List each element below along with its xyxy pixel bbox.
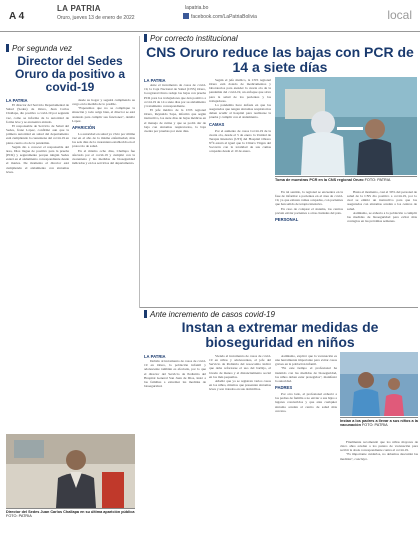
right-headline: CNS Oruro reduce las bajas con PCR de 14 a siete días: [146, 44, 414, 75]
paragraph: El jefe médico de la CNS regional Oruro, Reynaldo Sapa, informó que según instructivo, los siete días de bajas médicas en el manejo de rutina y que se podrá dar de baja con síntomas respiratorios, la baja cuenta por pruebas por siete días.: [144, 108, 206, 133]
masthead: [0, 0, 420, 32]
paragraph: "En este tiempo el profesional ha insistido con las medidas de bioseguridad, los niños deben estar protegidos", manifestó la autoridad.: [275, 366, 337, 383]
paragraph: La pandemia hace énfasis en que los asegurados que tengan síntomas respiratorios deben acudir al hospital para realizarse la prueba y cumplir con el aislamiento.: [209, 102, 271, 120]
left-photo: [6, 434, 135, 508]
paragraph: Finalmente recomendó que los niños mayores de cinco años acudan a los puntos de vacunación para recibir la dosis correspondiente contra el covid-19.: [340, 440, 418, 453]
bottom-body-col-4: [340, 440, 418, 530]
paragraph: Asimismo, se exhorta a la población a cumplir las medidas de bioseguridad para evitar más contagios en las próximas semanas.: [347, 210, 417, 224]
bottom-kicker: Ante incremento de casos covid-19: [144, 310, 275, 319]
section-divider: [140, 307, 418, 308]
right-photo: [275, 77, 417, 175]
paragraph: "Es importante cuidarlos, no debemos descuidar las medidas", concluyó.: [340, 452, 418, 461]
bottom-body-col-1: [144, 354, 206, 530]
paragraph: Por el aumento de casos Covid-19 de la cuarta ola, desde el 5 de enero la Unidad de Terapia Intensiva (UTI) del Hospital Obrero N°4 estará al igual que la Clínica Virgen del Socavón con la totalidad de sus camas ocupadas desde el 10 de enero.: [209, 128, 271, 154]
padres-subhead: PADRES: [275, 385, 293, 391]
right-body-col-3: [275, 190, 343, 304]
personal-subhead: PERSONAL: [275, 216, 299, 222]
paragraph: desde su hogar y seguirá cumpliendo su cargo en la medida de lo posible.: [72, 98, 135, 107]
right-source: LA PATRIA: [144, 78, 166, 83]
column-divider: [139, 36, 140, 308]
caption-rule: [6, 508, 135, 509]
paragraph: En caso de colapsar el sistema, los centros prevén enviar pacientes a otras ciudades del país.: [275, 206, 343, 215]
paragraph: Asimismo, explicó que la vacunación es una herramienta importante para evitar casos graves en la población infantil.: [275, 354, 337, 367]
paragraph: Viendo el incremento de casos de covid-19 en niños y adolescentes, el jefe del Servicio de Pediatría del nosocomio indicó que debe reforzarse el uso del barbijo, el lavado de manos y el distanciamiento social en los más pequeños.: [209, 354, 271, 379]
left-body-col-2: [72, 98, 135, 428]
bottom-source: LA PATRIA: [144, 354, 166, 359]
paragraph: Según dio a conocer el responsable del área, Dios llegue de positivo para la prueba (PCR) y seguramente porque ningún Sedes estará en el aislamiento correspondiente desde el martes. De momento el director está cumpliendo el aislamiento con síntomas leves.: [6, 144, 69, 174]
right-photo-caption: Toma de muestras PCR en la CNS regional Oruro FOTO: PATRIA: [275, 178, 391, 182]
paragraph: "Esperemos que no se complique la situación y todo salga bien, el director se está aislando para cumplir sus funciones", detalló López.: [72, 106, 135, 123]
section-label: local: [387, 8, 412, 22]
left-photo-caption: Director del Sedes Juan Carlos Challapa en su última aparición pública FOTO: PATRIA: [6, 510, 135, 519]
bottom-photo-caption: Instan a los padres a llevar a sus niños a la vacunación FOTO: PATRIA: [340, 419, 418, 428]
left-subhead: APARICIÓN: [72, 124, 96, 130]
caption-rule: [340, 417, 418, 418]
right-body-col-1: [144, 78, 206, 304]
page-number: A 4: [9, 11, 25, 22]
left-kicker: Por segunda vez: [6, 44, 72, 53]
bottom-body-col-2: [209, 354, 271, 530]
paragraph: El director del Servicio Departamental de Salud (Sedes) de Oruro, Juan Carlos Challapa, dio positivo a covid-19 por segunda vez, como se informa de la autoridad de forma leve y se encuentra aislado.: [6, 103, 69, 124]
paragraph: Ante el incremento de casos de covid-19, la Caja Nacional de Salud (CNS) Oruro, la regional Oruro redujo las bajas con prueba PCR para los trabajadores que den positivo a covid-19 de 14 a siete días por su aislamiento y tratamiento correspondiente.: [144, 83, 206, 108]
right-body-col-2: [209, 78, 271, 304]
kicker-bar: [144, 310, 147, 318]
paragraph: Añadió que ya se registran varios casos en los niños, mismos que presentan síntomas leves y son tratados en sus domicilios.: [209, 378, 271, 392]
facebook-icon: [183, 13, 189, 19]
left-body-col-1: [6, 98, 69, 428]
left-source: LA PATRIA: [6, 98, 28, 103]
facebook-text: facebook.com/LaPatriaBolivia: [191, 14, 257, 20]
caption-rule: [275, 176, 417, 177]
paragraph: Por otro lado, el profesional exhortó a los padres de familia a no enviar a sus hijos a lugares concurridos y que ante cualquier síntoma acudan al centro de salud más cercano.: [275, 392, 337, 413]
paragraph: El responsable de Servicio de Salud del Sedes, franz López, confirmó aun que la primera autoridad en salud del departamento está cumpliendo la cuarentena del covid-19 en plena cuarto ola de la pandemia.: [6, 123, 69, 145]
paper-name: LA PATRIA: [57, 4, 101, 13]
paragraph: Según el jefe médico, la CNS regional Oruro está dotado de medicamentos y laboratorios para atender la cuarta ola de la pandemia del covid-19, un enfoque que sirve para la salud de los pacientes y los trabajadores.: [209, 78, 271, 103]
paragraph: Hasta el momento, casi el 30% del personal de salud de la CNS dio positivo a covid-19, por lo cual se emitió un instructivo para que los asegurados con síntomas acudan a los centros de salud.: [347, 190, 417, 211]
kicker-bar: [6, 44, 9, 52]
facebook-link[interactable]: [183, 13, 257, 20]
vaccination-photo-illustration: [340, 352, 418, 416]
paragraph: Debido al incremento de casos de covid-19 en Oruro, la población infantil y adolescente también es afectada, por lo que el director del Servicio de Pediatría del Hospital General San Juan de Dios, instó a las familias a extremar las medidas de bioseguridad.: [144, 359, 206, 389]
right-body-col-4: [347, 190, 417, 304]
right-kicker: Por correcto institucional: [144, 34, 238, 43]
bottom-photo: [340, 352, 418, 416]
bottom-body-col-3: [275, 354, 337, 530]
paragraph: En tal sentido, la regional se encuentra en la fase de informar a pacientes en el área de covid-19, ya que existen camas ocupadas, con pacientes que han salido de terapia intensiva.: [275, 190, 343, 207]
director-photo-illustration: [6, 434, 135, 508]
bottom-headline: Instan a extremar medidas de bioseguridad en niños: [181, 319, 379, 350]
dateline: Oruro, jueves 13 de enero de 2022: [57, 15, 135, 21]
camas-subhead: CAMAS: [209, 121, 225, 127]
pcr-test-photo-illustration: [275, 77, 417, 175]
left-headline: Director del Sedes Oruro da positivo a covid-19: [14, 54, 125, 94]
paragraph: La autoridad en salud ya vivió por última vez en el año de la misma enfermedad, más los seis días de la cuarentena establecida en el protocolo de salud.: [72, 131, 135, 149]
website-link[interactable]: lapatria.bo: [185, 5, 209, 11]
kicker-bar: [144, 34, 147, 42]
paragraph: En el mismo ocho días, Challapa fue afectado por el covid-19 y cumplió con la cuarentena y las medidas de bioseguridad indicadas y en los servicios del departamento.: [72, 148, 135, 166]
